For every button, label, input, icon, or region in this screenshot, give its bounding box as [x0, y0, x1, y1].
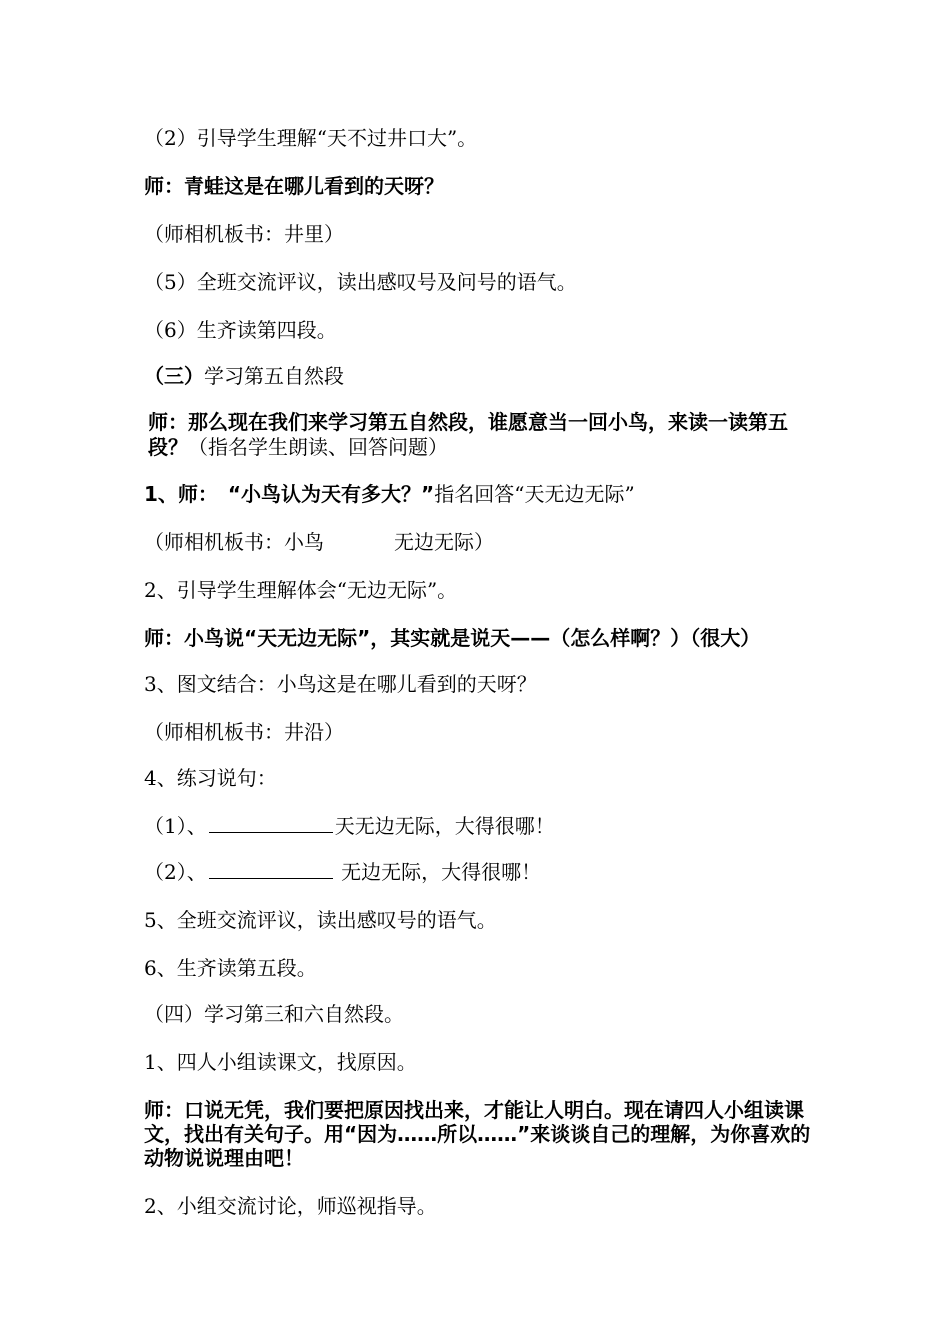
exercise-text: 无边无际，大得很哪！ [341, 860, 542, 884]
question-line [144, 482, 824, 507]
answer-text: 指名回答“天无边无际” [434, 482, 635, 506]
teacher-speech: 师：那么现在我们来学习第五自然段，谁愿意当一回小鸟，来读一读第五段？ [148, 410, 788, 459]
board-note [144, 530, 824, 555]
exercise-text: 天无边无际，大得很哪！ [334, 814, 555, 838]
paragraph: （5）全班交流评议，读出感叹号及问号的语气。 [144, 270, 577, 294]
question-text: 1、师： “小鸟认为天有多大？” [144, 482, 435, 506]
section-heading [144, 364, 824, 389]
teacher-paragraph [148, 410, 824, 460]
paragraph: 2、引导学生理解体会“无边无际”。 [144, 578, 458, 602]
section-heading: （四）学习第三和六自然段。 [144, 1002, 404, 1026]
exercise-number: （1）、 [144, 814, 207, 838]
paragraph: （2）引导学生理解“天不过井口大”。 [144, 126, 478, 150]
teacher-paragraph: 师：口说无凭，我们要把原因找出来，才能让人明白。现在请四人小组读课文，找出有关句子。用“因为……所以……”来谈谈自己的理解，为你喜欢的动物说说理由吧！ [144, 1098, 811, 1170]
paragraph: 6、生齐读第五段。 [144, 956, 317, 980]
teacher-line: 师：小鸟说“天无边无际”，其实就是说天——（怎么样啊？）（很大） [144, 626, 761, 650]
paragraph: 4、练习说句： [144, 766, 277, 790]
paragraph: 1、四人小组读课文，找原因。 [144, 1050, 417, 1074]
board-note: （师相机板书：井沿） [144, 720, 344, 744]
section-title: 学习第五自然段 [204, 364, 344, 388]
exercise-number: （2）、 [144, 860, 207, 884]
exercise-2 [144, 860, 824, 885]
board-note-part-b: 无边无际） [394, 530, 494, 554]
fill-blank [209, 860, 333, 879]
section-number: （三） [144, 364, 204, 388]
fill-blank [209, 814, 333, 833]
board-note: （师相机板书：井里） [144, 222, 344, 246]
paragraph: 5、全班交流评议，读出感叹号的语气。 [144, 908, 497, 932]
paragraph: 2、小组交流讨论，师巡视指导。 [144, 1194, 437, 1218]
teacher-line: 师：青蛙这是在哪儿看到的天呀？ [144, 174, 444, 198]
board-note-part-a: （师相机板书：小鸟 [144, 530, 324, 554]
paragraph: 3、图文结合：小鸟这是在哪儿看到的天呀？ [144, 672, 537, 696]
paragraph: （6）生齐读第四段。 [144, 318, 337, 342]
exercise-1 [144, 814, 824, 839]
teacher-note: （指名学生朗读、回答问题） [188, 435, 448, 459]
